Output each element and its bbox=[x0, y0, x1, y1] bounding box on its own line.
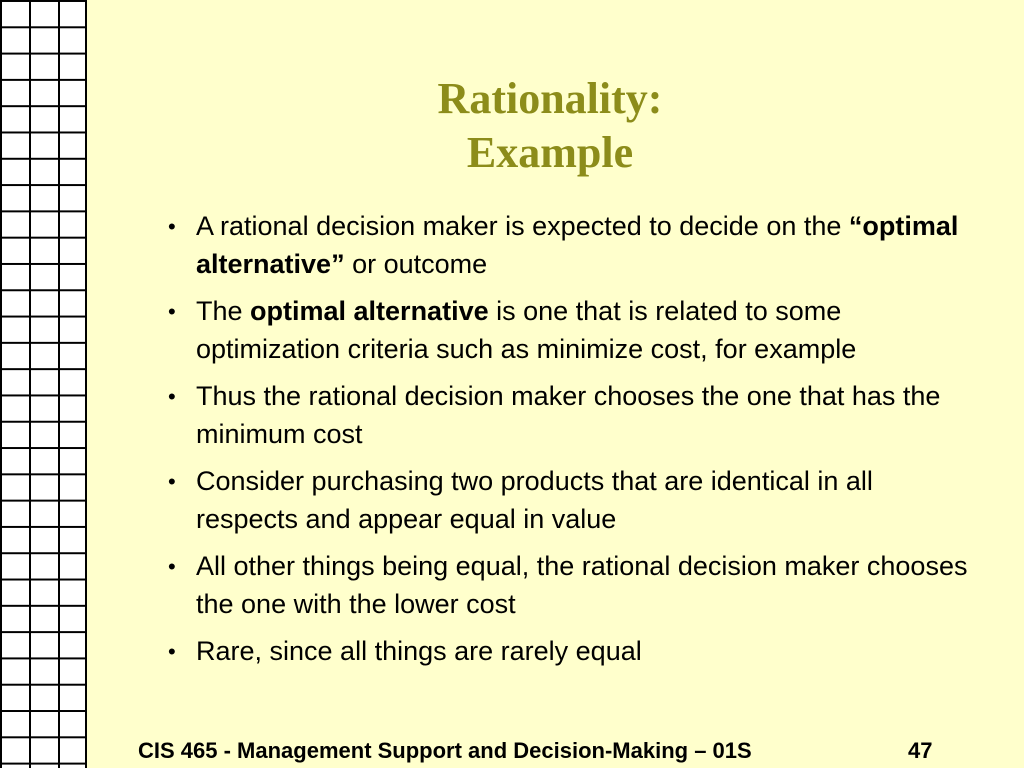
bullet-marker: • bbox=[168, 469, 176, 494]
bullet-item bbox=[168, 633, 968, 671]
bullet-text-after: is one that is related to some optimization criteria such as minimize cost, for example bbox=[196, 296, 857, 364]
bullet-marker: • bbox=[168, 384, 176, 409]
bullet-text-before: Rare, since all things are rarely equal bbox=[196, 636, 642, 666]
bullet-marker: • bbox=[168, 554, 176, 579]
slide-title-line-2: Example bbox=[466, 128, 634, 177]
page-number: 47 bbox=[908, 738, 933, 763]
slide-title bbox=[300, 72, 800, 180]
bullet-item bbox=[168, 293, 968, 368]
slide-footer: CIS 465 - Management Support and Decision-Making – 01S bbox=[138, 738, 752, 763]
bullet-text-before: Thus the rational decision maker chooses the one that has the minimum cost bbox=[196, 381, 941, 449]
bullet-item bbox=[168, 378, 968, 453]
bullet-marker: • bbox=[168, 639, 176, 664]
decorative-grid-strip bbox=[0, 0, 87, 768]
bullet-item bbox=[168, 548, 968, 623]
bullet-item bbox=[168, 463, 968, 538]
bullet-text-before: A rational decision maker is expected to decide on the bbox=[196, 211, 849, 241]
bullet-text-after: or outcome bbox=[344, 248, 488, 279]
bullet-text-before: The bbox=[196, 296, 251, 326]
slide-title-line-1: Rationality: bbox=[437, 74, 663, 123]
bullet-text-before: All other things being equal, the rational decision maker chooses the one with the lower cost bbox=[196, 551, 968, 619]
bullet-text-bold: “optimal alternative” bbox=[196, 211, 959, 279]
bullet-marker: • bbox=[168, 214, 176, 239]
bullet-item bbox=[168, 208, 968, 283]
bullet-text-before: Consider purchasing two products that are identical in all respects and appear equal in value bbox=[196, 466, 873, 534]
bullet-text-bold: optimal alternative bbox=[250, 296, 489, 326]
bullet-list bbox=[168, 208, 968, 681]
bullet-marker: • bbox=[168, 299, 176, 324]
